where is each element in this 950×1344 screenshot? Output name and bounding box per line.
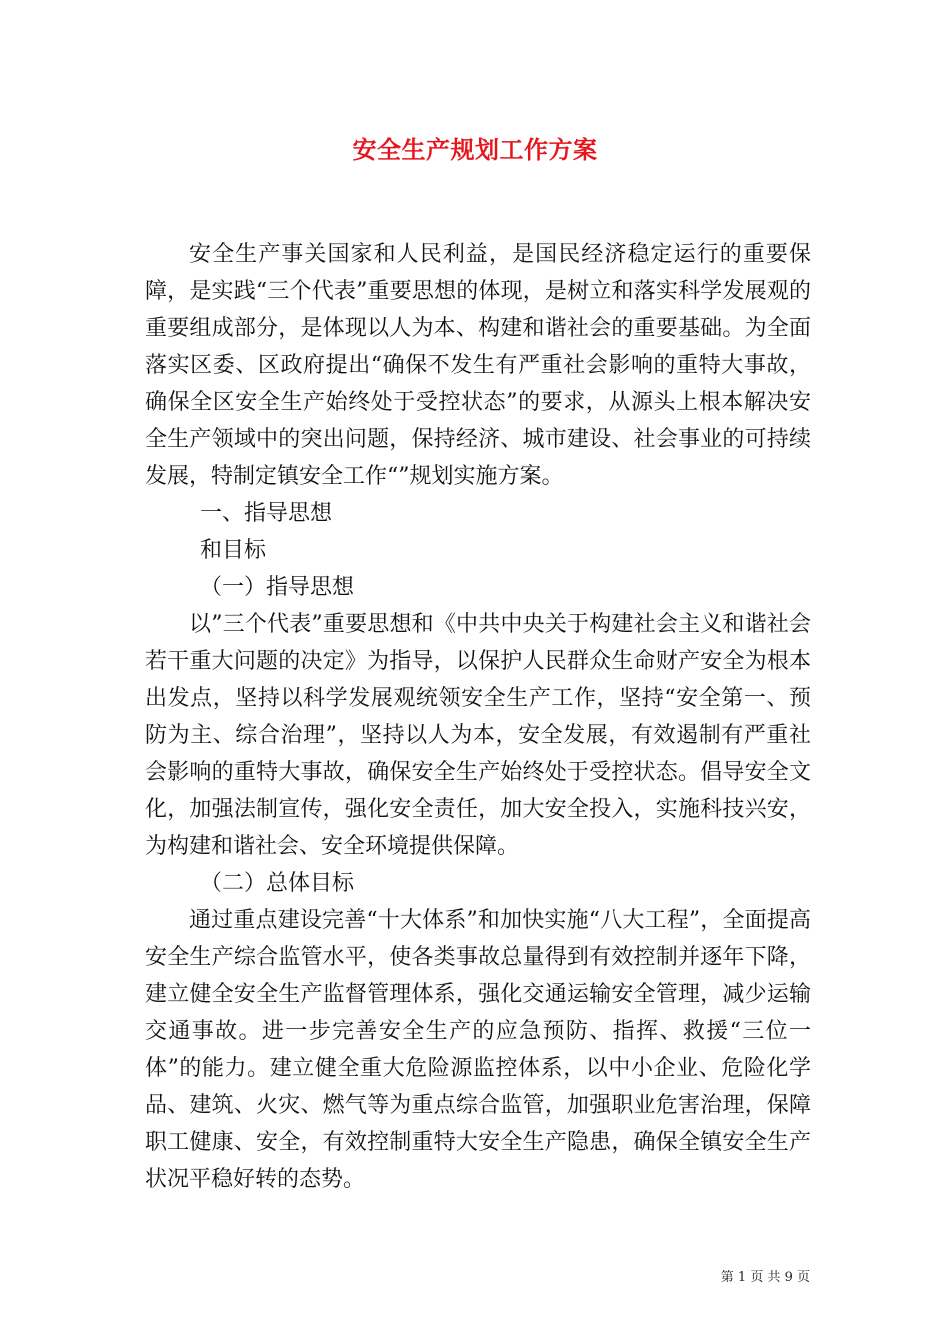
section-heading-1: 一、指导思想 (200, 501, 333, 526)
guiding-thought-paragraph: 以”三个代表”重要思想和《中共中央关于构建社会主义和谐社会若干重大问题的决定》为指导，以保护人民群众生命财产安全为根本出发点，坚持以科学发展观统领安全生产工作，坚持“安全第一、预防为主、综合治理”，坚持以人为本，安全发展，有效遏制有严重社会影响的重特大事故，确保安全生产始终处于受控状态。倡导安全文化，加强法制宣传，强化安全责任，加大安全投入，实施科技兴安，为构建和谐社会、安全环境提供保障。 (145, 612, 811, 859)
document-body (145, 236, 811, 1198)
overall-goal-paragraph: 通过重点建设完善“十大体系”和加快实施“八大工程”，全面提高安全生产综合监管水平，使各类事故总量得到有效控制并逐年下降，建立健全安全生产监督管理体系，强化交通运输安全管理，减少运输交通事故。进一步完善安全生产的应急预防、指挥、救援“三位一体”的能力。建立健全重大危险源监控体系，以中小企业、危险化学品、建筑、火灾、燃气等为重点综合监管，加强职业危害治理，保障职工健康、安全，有效控制重特大安全生产隐患，确保全镇安全生产状况平稳好转的态势。 (145, 908, 811, 1192)
section-heading-1-continued: 和目标 (200, 538, 267, 563)
subsection-heading-guiding-thought: （一）指导思想 (200, 575, 355, 600)
document-title: 安全生产规划工作方案 (352, 135, 598, 164)
subsection-heading-overall-goal: （二）总体目标 (200, 871, 355, 896)
intro-paragraph: 安全生产事关国家和人民利益，是国民经济稳定运行的重要保障，是实践“三个代表”重要思想的体现，是树立和落实科学发展观的重要组成部分，是体现以人为本、构建和谐社会的重要基础。为全面落实区委、区政府提出“确保不发生有严重社会影响的重特大事故，确保全区安全生产始终处于受控状态”的要求，从源头上根本解决安全生产领域中的突出问题，保持经济、城市建设、社会事业的可持续发展，特制定镇安全工作“”规划实施方案。 (145, 242, 811, 489)
page-number-footer: 第 1 页 共 9 页 (720, 1270, 810, 1285)
